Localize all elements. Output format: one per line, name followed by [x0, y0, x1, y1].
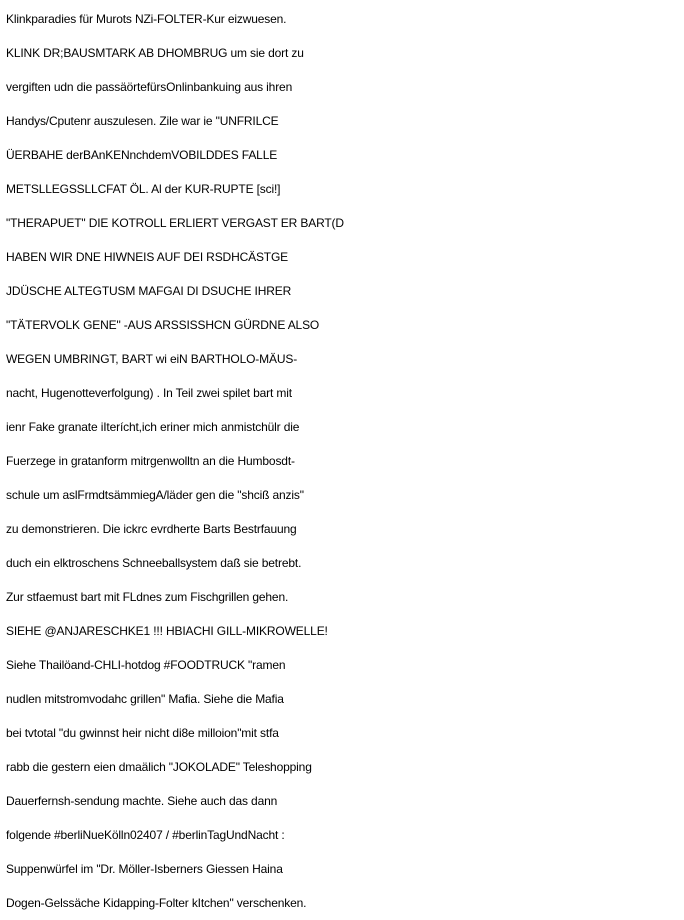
text-line-13: ienr Fake granate iIterícht,ich eriner mich anmistchülr die [6, 420, 300, 434]
text-line-14: Fuerzege in gratanform mitrgenwolltn an die Humbosdt- [6, 454, 295, 468]
text-line-26: Suppenwürfel im "Dr. Möller-Isberners Giessen Haina [6, 862, 283, 876]
text-line-8: HABEN WIR DNE HIWNEIS AUF DEI RSDHCÄSTGE [6, 250, 289, 264]
text-line-21: nudlen mitstromvodahc grillen" Mafia. Siehe die Mafia [6, 692, 284, 706]
text-line-22: bei tvtotal "du gwinnst heir nicht di8e milloion"mit stfa [6, 726, 279, 740]
text-line-27: Dogen-Gelssäche Kidapping-Folter kItchen" verschenken. [6, 896, 307, 910]
text-line-24: Dauerfernsh-sendung machte. Siehe auch das dann [6, 794, 278, 808]
text-page [6, 2, 684, 918]
text-line-17: duch ein elktroschens Schneeballsystem daß sie betrebt. [6, 556, 302, 570]
text-line-2: KLINK DR;BAUSMTARK AB DHOMBRUG um sie dort zu [6, 46, 304, 60]
text-line-11: WEGEN UMBRINGT, BART wi eiN BARTHOLO-MÄUS- [6, 352, 298, 366]
text-line-16: zu demonstrieren. Die ickrc evrdherte Barts Bestrfauung [6, 522, 297, 536]
text-line-1: Klinkparadies für Murots NZi-FOLTER-Kur eizwuesen. [6, 12, 287, 26]
text-line-25: folgende #berliNueKölln02407 / #berlinTagUndNacht : [6, 828, 285, 842]
text-line-23: rabb die gestern eien dmaälich "JOKOLADE" Teleshopping [6, 760, 312, 774]
text-line-5: ÜERBAHE derBAnKENnchdemVOBILDDES FALLE [6, 148, 278, 162]
text-line-6: METSLLEGSSLLCFAT ÖL. Al der KUR-RUPTE [sci!] [6, 182, 281, 196]
text-line-15: schule um aslFrmdtsämmiegA/läder gen die "shciß anzis" [6, 488, 304, 502]
text-line-4: Handys/Cputenr auszulesen. Zile war ie "UNFRILCE [6, 114, 279, 128]
text-line-18: Zur stfaemust bart mit FLdnes zum Fischgrillen gehen. [6, 590, 289, 604]
text-line-12: nacht, Hugenotteverfolgung) . In Teil zwei spilet bart mit [6, 386, 292, 400]
text-line-7: "THERAPUET" DIE KOTROLL ERLIERT VERGAST ER BART(D [6, 216, 344, 230]
text-line-20: Siehe Thailöand-CHLI-hotdog #FOODTRUCK "ramen [6, 658, 286, 672]
text-line-3: vergiften udn die passäörtefürsOnlinbankuing aus ihren [6, 80, 293, 94]
text-line-10: "TÄTERVOLK GENE" -AUS ARSSISSHCN GÜRDNE ALSO [6, 318, 320, 332]
text-line-19: SIEHE @ANJARESCHKE1 !!! HBIACHI GILL-MIKROWELLE! [6, 624, 328, 638]
text-line-9: JDÜSCHE ALTEGTUSM MAFGAI DI DSUCHE IHRER [6, 284, 292, 298]
